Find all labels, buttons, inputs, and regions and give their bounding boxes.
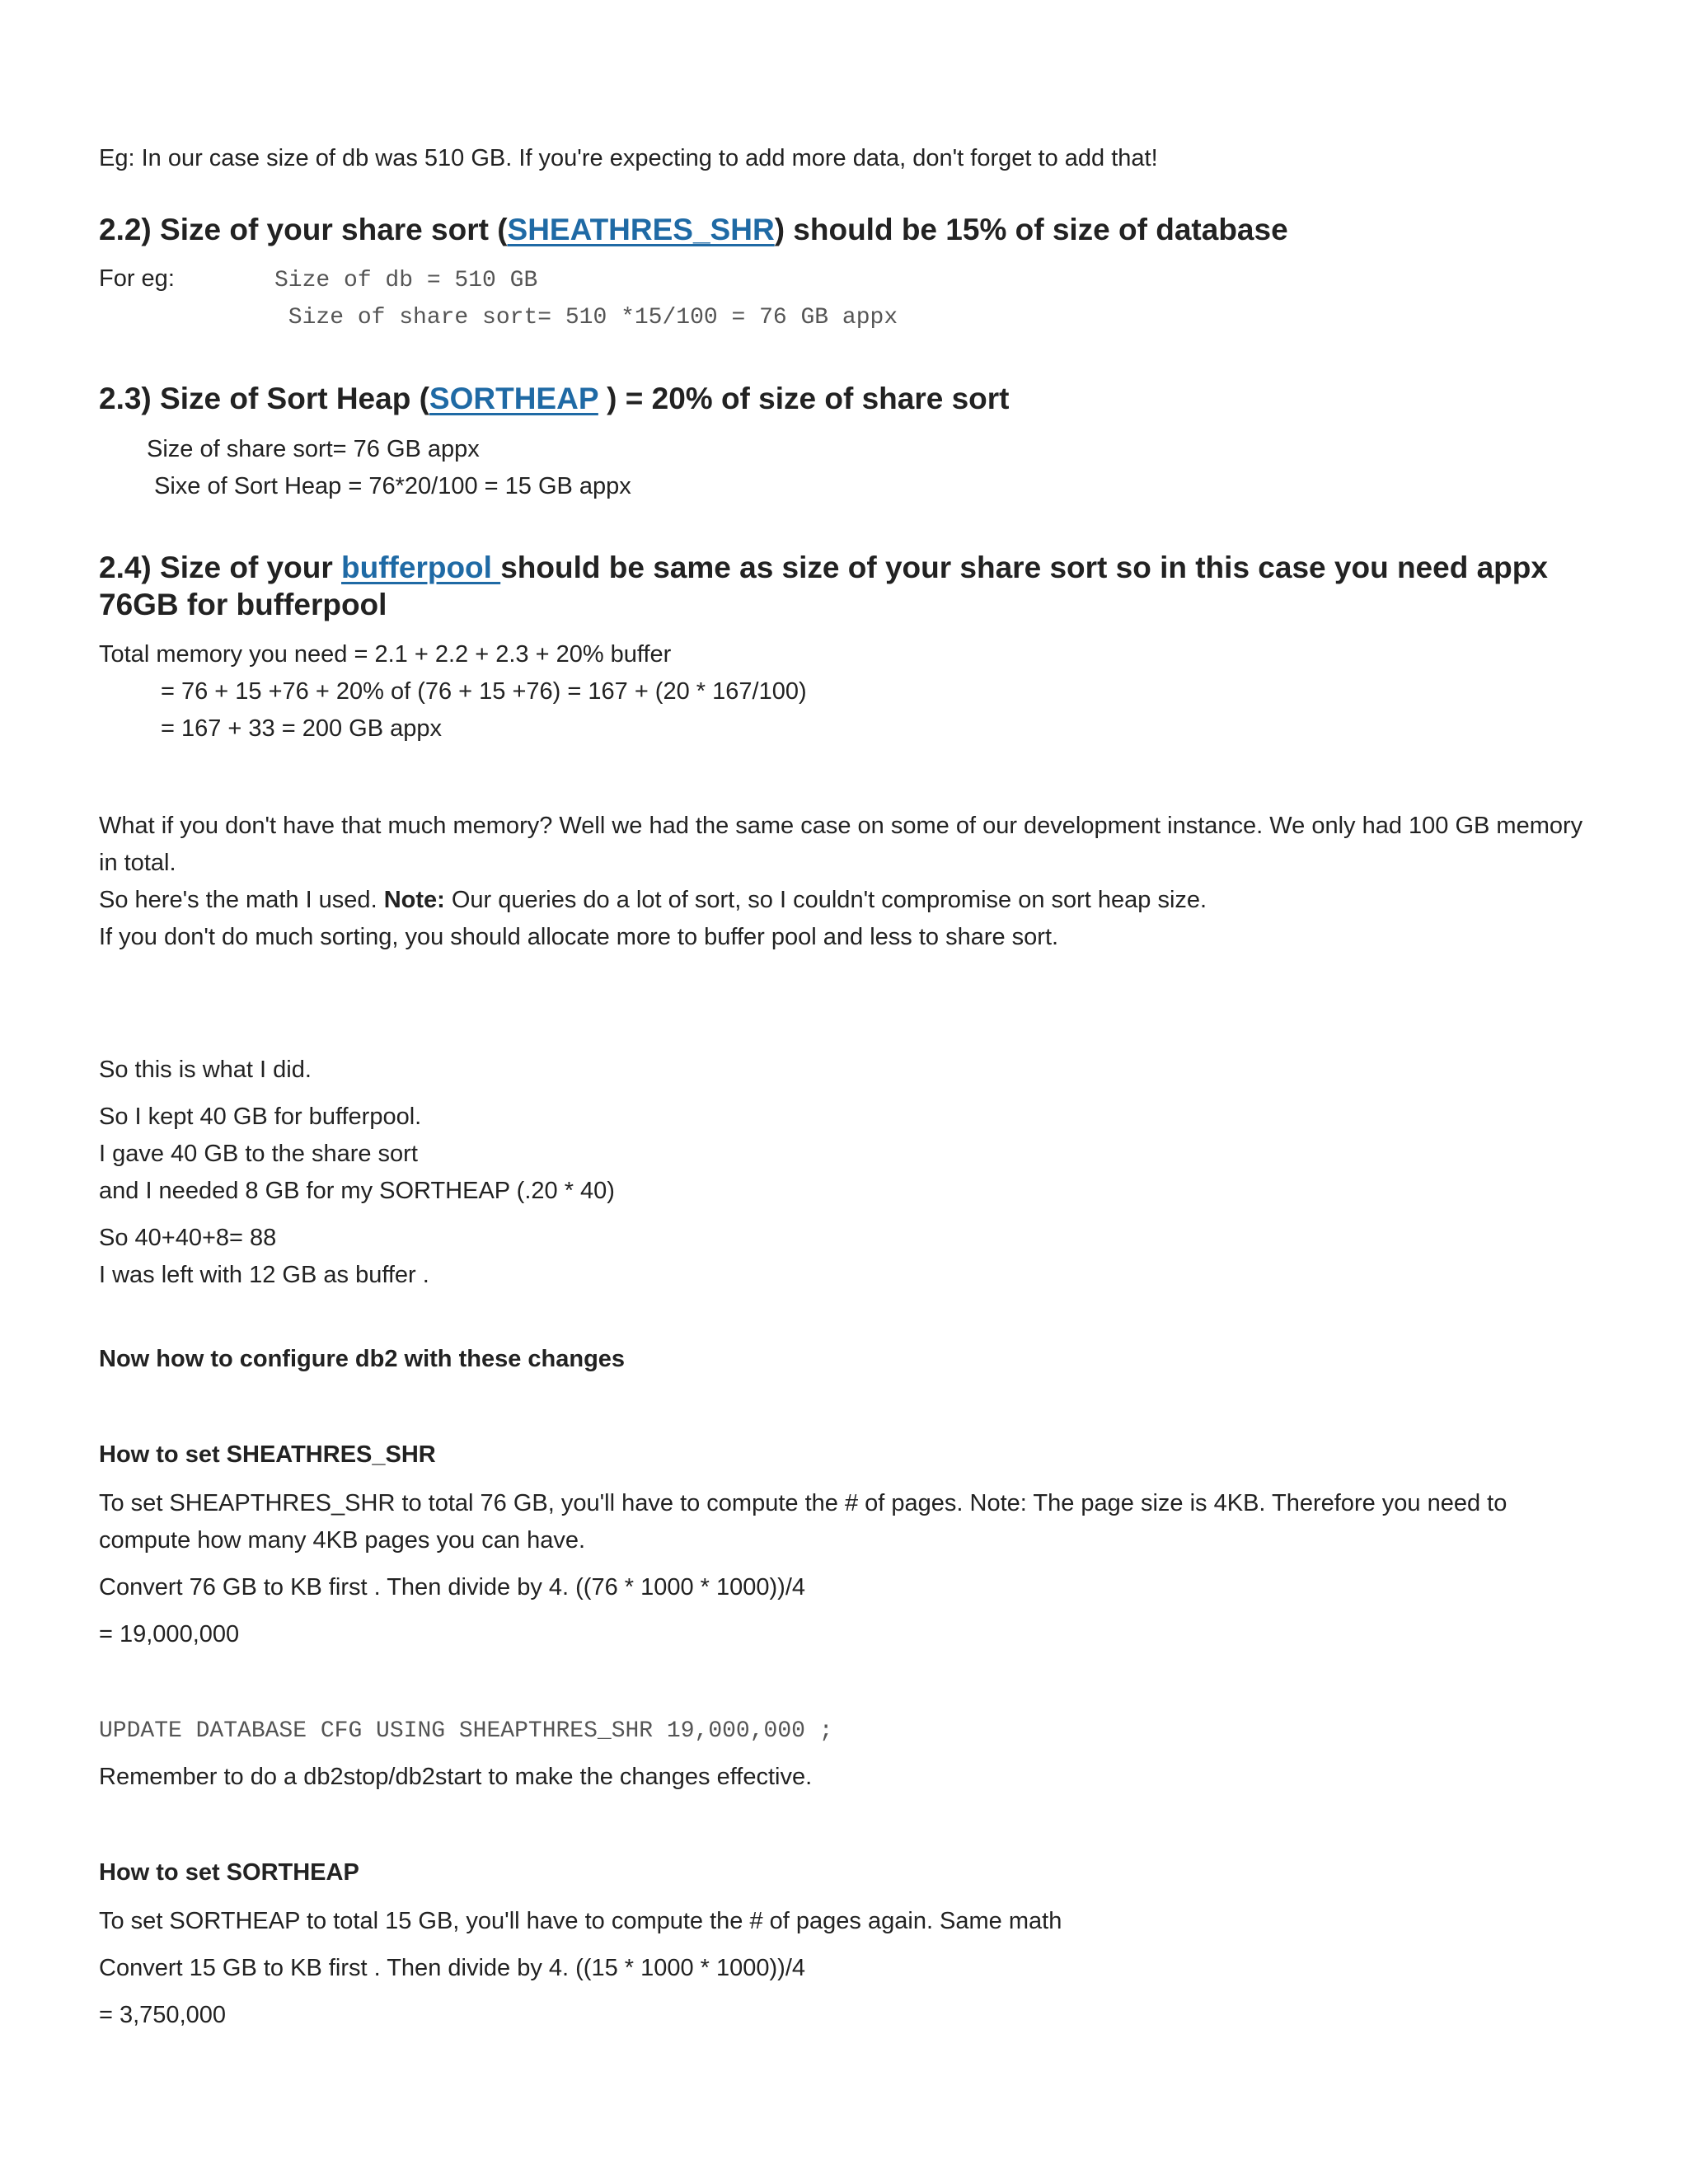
update-sheapthres-command: UPDATE DATABASE CFG USING SHEAPTHRES_SHR 19,000,000 ; — [99, 1718, 833, 1744]
discussion-para-2-prefix: So here's the math I used. — [99, 887, 384, 913]
discussion-para-2 — [99, 882, 1207, 919]
set-sheathres-heading: How to set SHEATHRES_SHR — [99, 1441, 436, 1468]
discussion-para-2-suffix: Our queries do a lot of sort, so I couldn't compromise on sort heap size. — [444, 887, 1207, 913]
set-sheathres-result: = 19,000,000 — [99, 1621, 240, 1647]
what-i-did-line-6: I was left with 12 GB as buffer . — [99, 1262, 429, 1288]
section-2-3-heading-prefix: 2.3) Size of Sort Heap ( — [99, 382, 429, 415]
section-2-2-heading — [99, 211, 1288, 248]
section-2-3-heading-suffix: ) = 20% of size of share sort — [598, 382, 1010, 415]
set-sortheap-result: = 3,750,000 — [99, 2002, 227, 2028]
set-sheathres-para: To set SHEAPTHRES_SHR to total 76 GB, you'll have to compute the # of pages. Note: The page size is 4KB. Therefore you need to compute how many 4KB pages you can have. — [99, 1490, 1507, 1554]
what-i-did-line-4: and I needed 8 GB for my SORTHEAP (.20 * 40) — [99, 1178, 615, 1204]
sortheap-link[interactable]: SORTHEAP — [429, 382, 598, 415]
set-sortheap-para: To set SORTHEAP to total 15 GB, you'll have to compute the # of pages again. Same math — [99, 1908, 1062, 1934]
section-2-3-heading — [99, 380, 1009, 417]
section-2-2-heading-suffix: ) should be 15% of size of database — [774, 213, 1288, 246]
what-i-did-line-5: So 40+40+8= 88 — [99, 1225, 277, 1251]
what-i-did-line-3: I gave 40 GB to the share sort — [99, 1141, 418, 1167]
set-sheathres-convert: Convert 76 GB to KB first . Then divide by 4. ((76 * 1000 * 1000))/4 — [99, 1574, 806, 1601]
what-i-did-line-1: So this is what I did. — [99, 1057, 312, 1083]
section-2-4-heading-prefix: 2.4) Size of your — [99, 551, 342, 584]
total-memory-line: Total memory you need = 2.1 + 2.2 + 2.3 + 20% buffer — [99, 641, 672, 668]
set-sortheap-convert: Convert 15 GB to KB first . Then divide by 4. ((15 * 1000 * 1000))/4 — [99, 1955, 806, 1981]
set-sortheap-heading: How to set SORTHEAP — [99, 1859, 359, 1886]
bufferpool-link[interactable]: bufferpool — [341, 551, 501, 584]
remember-restart-line: Remember to do a db2stop/db2start to make the changes effective. — [99, 1764, 813, 1790]
section-2-4-heading-suffix: should be same as size of your share sort so in this case you need appx 76GB for bufferpool — [99, 551, 1548, 621]
section-2-4-heading — [99, 549, 1599, 623]
discussion-para-3: If you don't do much sorting, you should allocate more to buffer pool and less to share sort. — [99, 924, 1059, 950]
intro-eg-line: Eg: In our case size of db was 510 GB. If you're expecting to add more data, don't forget to add that! — [99, 145, 1158, 171]
sheathres-shr-link[interactable]: SHEATHRES_SHR — [507, 213, 775, 246]
code-size-of-db: Size of db = 510 GB — [274, 268, 538, 293]
share-sort-size-line: Size of share sort= 76 GB appx — [147, 436, 480, 462]
for-eg-label: For eg: — [99, 265, 175, 292]
configure-heading: Now how to configure db2 with these changes — [99, 1346, 626, 1372]
code-size-of-share-sort: Size of share sort= 510 *15/100 = 76 GB appx — [274, 305, 898, 330]
total-memory-calc-1: = 76 + 15 +76 + 20% of (76 + 15 +76) = 167 + (20 * 167/100) — [161, 678, 807, 705]
what-i-did-line-2: So I kept 40 GB for bufferpool. — [99, 1104, 422, 1130]
section-2-2-heading-prefix: 2.2) Size of your share sort ( — [99, 213, 508, 246]
discussion-para-1: What if you don't have that much memory? Well we had the same case on some of our development instance. We only had 100 GB memory in total. — [99, 813, 1583, 876]
total-memory-calc-2: = 167 + 33 = 200 GB appx — [161, 715, 443, 742]
sort-heap-size-line: Sixe of Sort Heap = 76*20/100 = 15 GB appx — [154, 473, 631, 499]
note-label: Note: — [383, 887, 445, 913]
